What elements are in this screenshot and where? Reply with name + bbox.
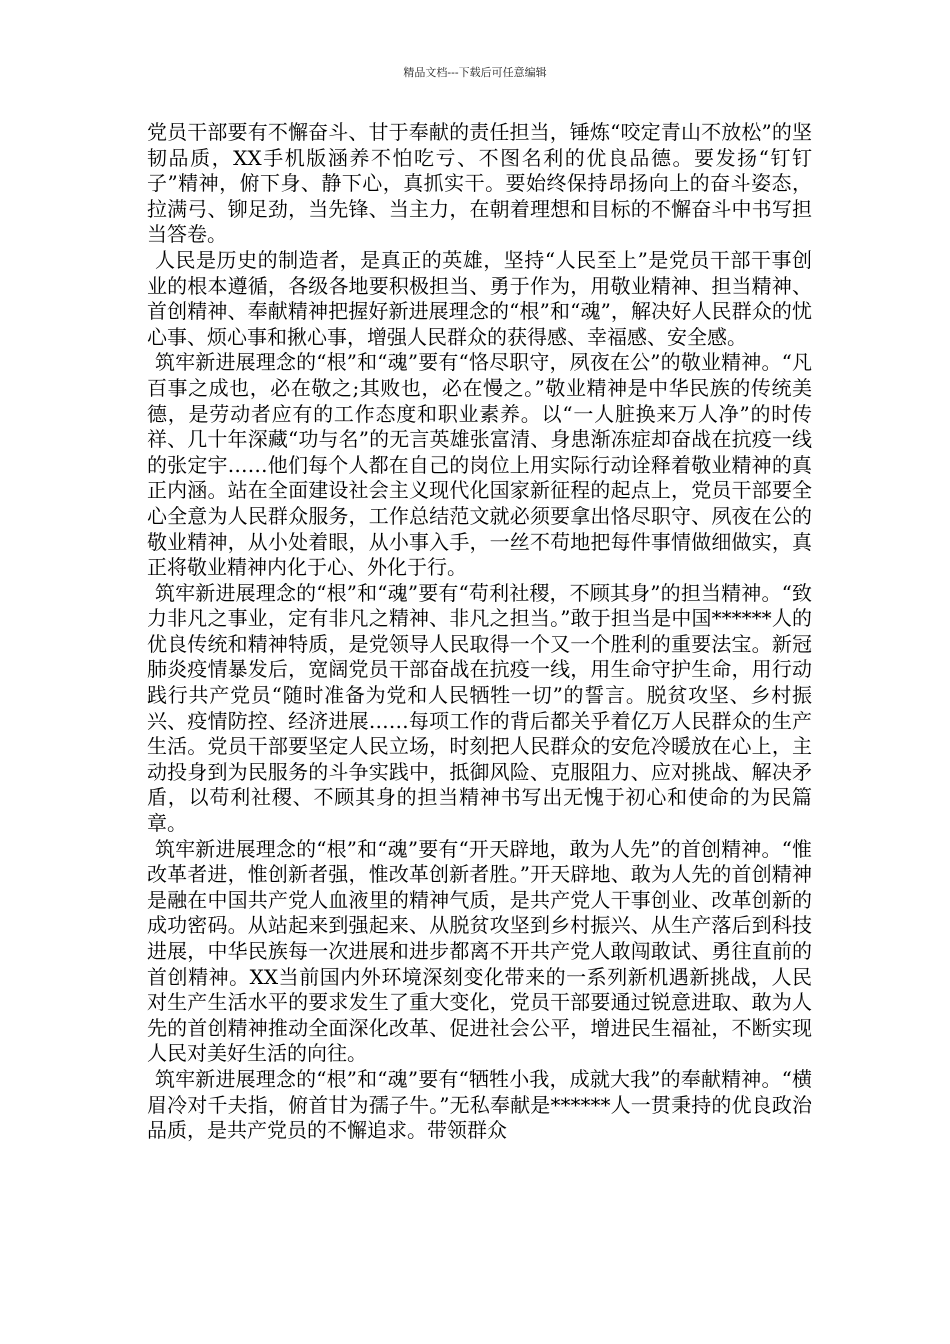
document-body [147,120,812,1144]
paragraph: 党员干部要有不懈奋斗、甘于奉献的责任担当，锤炼“咬定青山不放松”的坚韧品质，XX手机版涵养不怕吃亏、不图名利的优良品德。要发扬“钉钉子”精神，俯下身、静下心，真抓实干。要始终保持昂扬向上的奋斗姿态，拉满弓、铆足劲，当先锋、当主力，在朝着理想和目标的不懈奋斗中书写担当答卷。 [147,120,812,247]
paragraph: 人民是历史的制造者，是真正的英雄，坚持“人民至上”是党员干部干事创业的根本遵循，各级各地要积极担当、勇于作为，用敬业精神、担当精神、首创精神、奉献精神把握好新进展理念的“根”和“魂”，解决好人民群众的忧心事、烦心事和揪心事，增强人民群众的获得感、幸福感、安全感。 [147,247,812,349]
paragraph: 筑牢新进展理念的“根”和“魂”要有“恪尽职守，夙夜在公”的敬业精神。“凡百事之成也，必在敬之;其败也，必在慢之。”敬业精神是中华民族的传统美德，是劳动者应有的工作态度和职业素养。以“一人脏换来万人净”的时传祥、几十年深藏“功与名”的无言英雄张富清、身患渐冻症却奋战在抗疫一线的张定宇……他们每个人都在自己的岗位上用实际行动诠释着敬业精神的真正内涵。站在全面建设社会主义现代化国家新征程的起点上，党员干部要全心全意为人民群众服务，工作总结范文就必须要拿出恪尽职守、夙夜在公的敬业精神，从小处着眼，从小事入手，一丝不苟地把每件事情做细做实，真正将敬业精神内化于心、外化于行。 [147,350,812,580]
paragraph: 筑牢新进展理念的“根”和“魂”要有“开天辟地，敢为人先”的首创精神。“惟改革者进，惟创新者强，惟改革创新者胜。”开天辟地、敢为人先的首创精神是融在中国共产党人血液里的精神气质，是共产党人干事创业、改革创新的成功密码。从站起来到强起来、从脱贫攻坚到乡村振兴、从生产落后到科技进展，中华民族每一次进展和进步都离不开共产党人敢闯敢试、勇往直前的首创精神。XX当前国内外环境深刻变化带来的一系列新机遇新挑战，人民对生产生活水平的要求发生了重大变化，党员干部要通过锐意进取、敢为人先的首创精神推动全面深化改革、促进社会公平，增进民生福祉，不断实现人民对美好生活的向往。 [147,836,812,1066]
paragraph: 筑牢新进展理念的“根”和“魂”要有“牺牲小我，成就大我”的奉献精神。“横眉冷对千夫指，俯首甘为孺子牛。”无私奉献是******人一贯秉持的优良政治品质，是共产党员的不懈追求。带领群众 [147,1066,812,1143]
page-header: 精品文档---下载后可任意编辑 [403,66,547,79]
paragraph: 筑牢新进展理念的“根”和“魂”要有“苟利社稷，不顾其身”的担当精神。“致力非凡之事业，定有非凡之精神、非凡之担当。”敢于担当是中国******人的优良传统和精神特质，是党领导人民取得一个又一个胜利的重要法宝。新冠肺炎疫情暴发后，宽阔党员干部奋战在抗疫一线，用生命守护生命，用行动践行共产党员“随时准备为党和人民牺牲一切”的誓言。脱贫攻坚、乡村振兴、疫情防控、经济进展……每项工作的背后都关乎着亿万人民群众的生产生活。党员干部要坚定人民立场，时刻把人民群众的安危冷暖放在心上，主动投身到为民服务的斗争实践中，抵御风险、克服阻力、应对挑战、解决矛盾，以苟利社稷、不顾其身的担当精神书写出无愧于初心和使命的为民篇章。 [147,580,812,836]
